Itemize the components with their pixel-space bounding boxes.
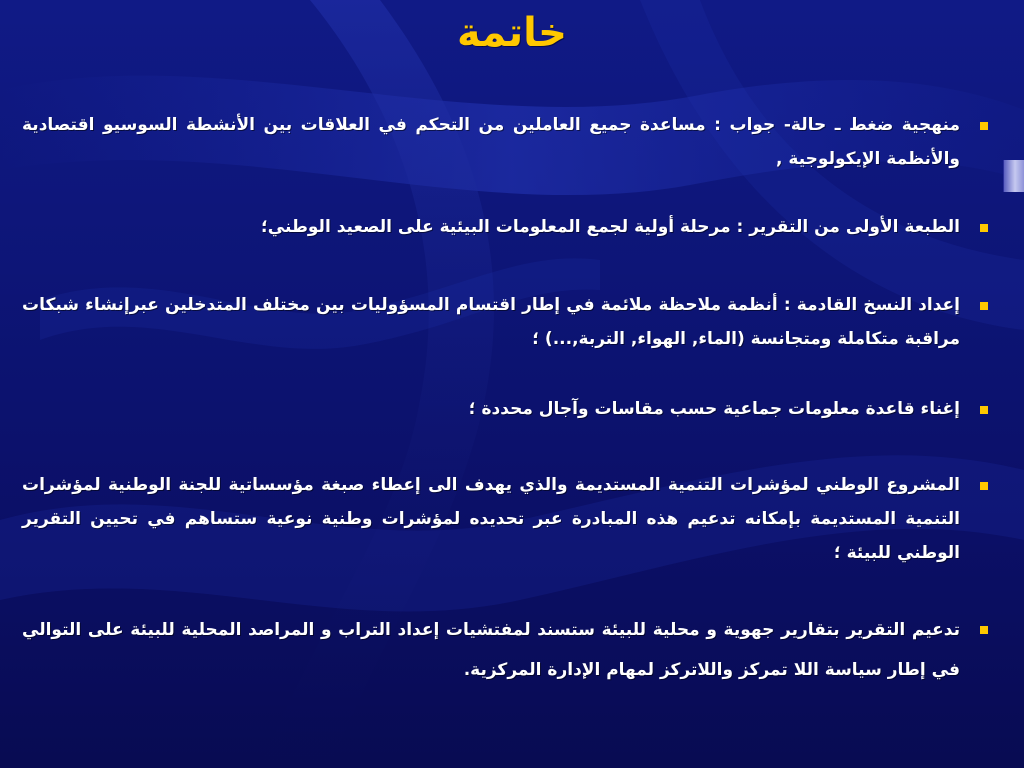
bullet-item: [22, 210, 990, 244]
square-bullet-icon: [980, 406, 988, 414]
slide-title: خاتمة: [457, 10, 567, 56]
square-bullet-icon: [980, 302, 988, 310]
square-bullet-icon: [980, 224, 988, 232]
right-edge-tab: [1003, 160, 1024, 192]
bullet-list: [22, 108, 990, 690]
bullet-text: منهجية ضغط ـ حالة- جواب : مساعدة جميع العاملين من التحكم في العلاقات بين الأنشطة السوسيو اقتصادية والأنظمة الإيكولوجية ,: [22, 115, 960, 169]
square-bullet-icon: [980, 122, 988, 130]
bullet-text: إعداد النسخ القادمة : أنظمة ملاحظة ملائمة في إطار اقتسام المسؤوليات بين مختلف المتدخلين عبرإنشاء شبكات مراقبة متكاملة ومتجانسة (الماء, الهواء, التربة,...) ؛: [22, 295, 960, 349]
bullet-text: تدعيم التقرير بتقارير جهوية و محلية للبيئة ستسند لمفتشيات إعداد التراب و المراصد المحلية للبيئة على التوالي في إطار سياسة اللا تمركز واللاتركز لمهام الإدارة المركزية.: [22, 620, 960, 680]
square-bullet-icon: [980, 626, 988, 634]
square-bullet-icon: [980, 482, 988, 490]
bullet-item: [22, 468, 990, 570]
bullet-item: [22, 610, 990, 690]
bullet-item: [22, 392, 990, 426]
bullet-text: إغناء قاعدة معلومات جماعية حسب مقاسات وآجال محددة ؛: [468, 399, 960, 419]
bullet-text: المشروع الوطني لمؤشرات التنمية المستديمة والذي يهدف الى إعطاء صبغة مؤسساتية للجنة الوطنية لمؤشرات التنمية المستديمة بإمكانه تدعيم هذه المبادرة عبر تحديده لمؤشرات وطنية نوعية ستساهم في تحيين التقرير الوطني للبيئة ؛: [22, 475, 960, 563]
bullet-item: [22, 108, 990, 176]
bullet-text: الطبعة الأولى من التقرير : مرحلة أولية لجمع المعلومات البيئية على الصعيد الوطني؛: [260, 217, 960, 237]
bullet-item: [22, 288, 990, 356]
